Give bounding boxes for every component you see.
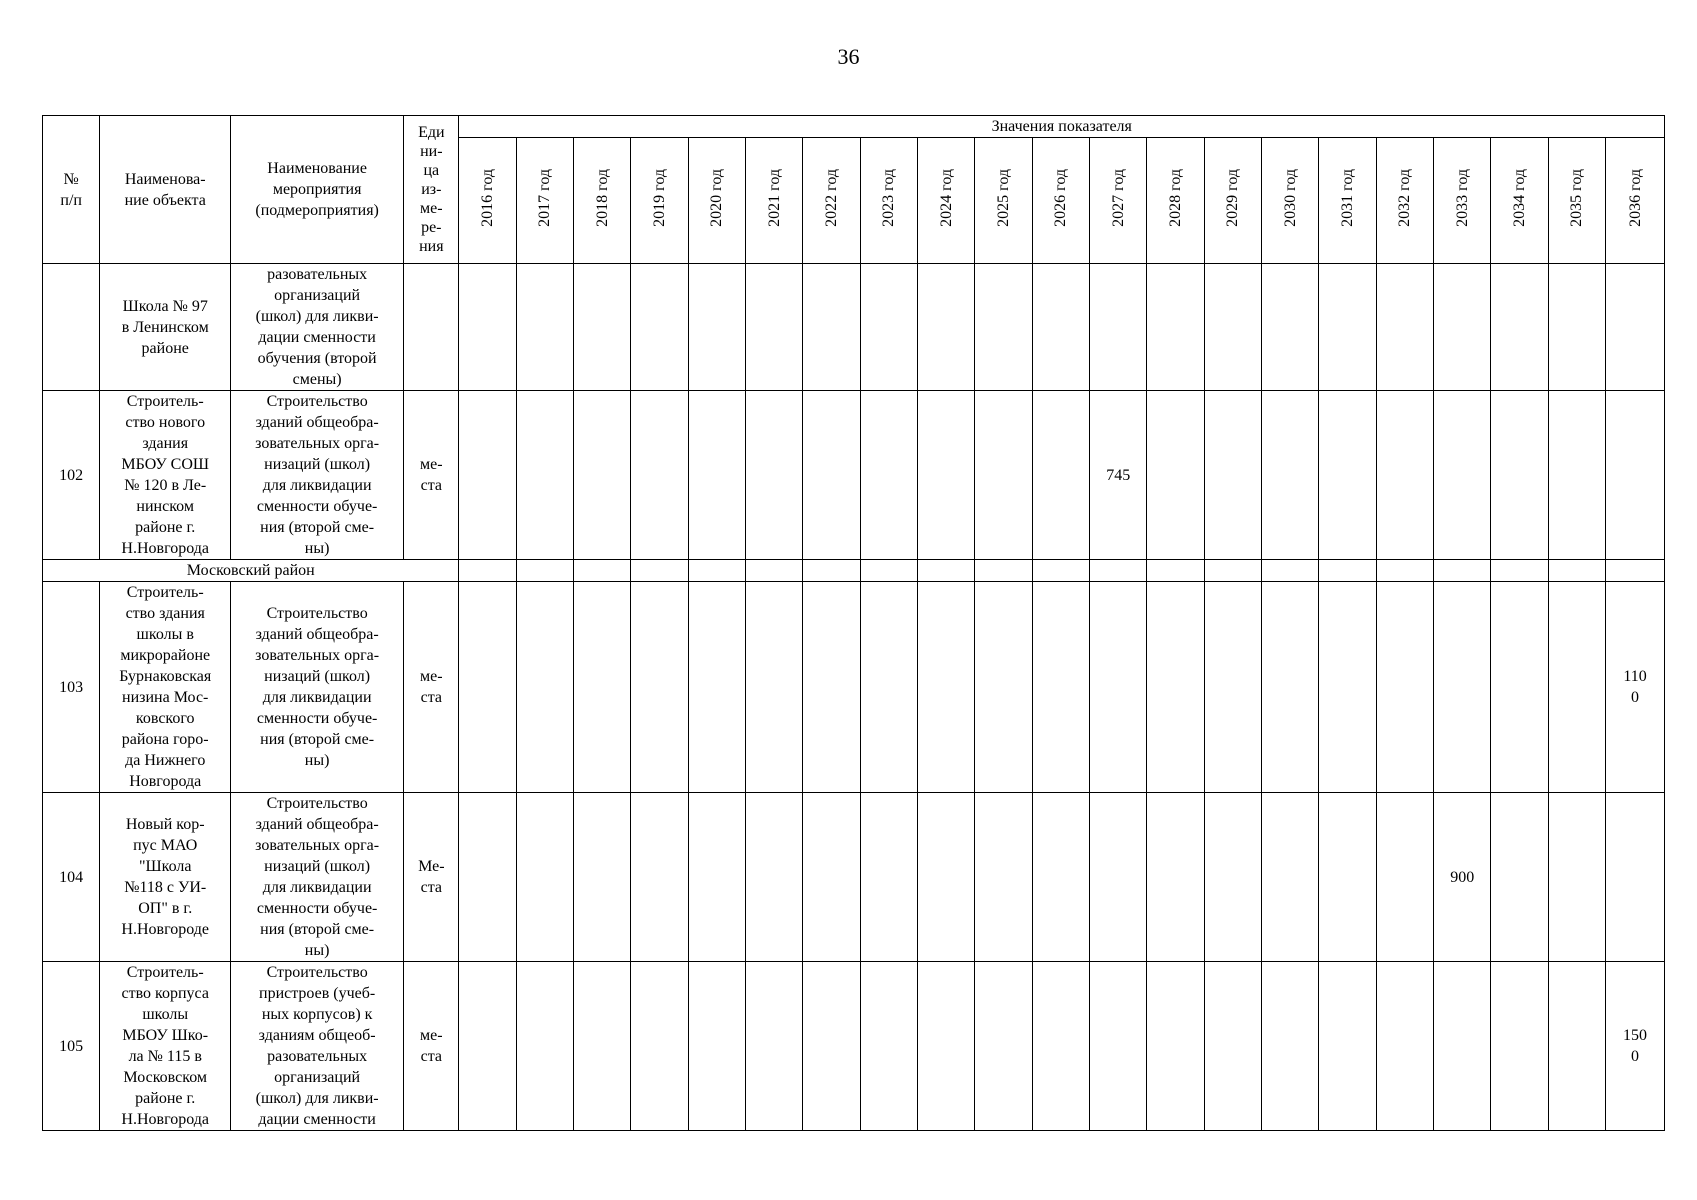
value-cell <box>975 264 1032 391</box>
value-cell <box>1434 560 1491 582</box>
year-label: 2026 год <box>1052 168 1070 227</box>
value-cell <box>688 582 745 793</box>
value-cell <box>918 962 975 1131</box>
measure-name: Строительство зданий общеобра- зовательных орга- низаций (школ) для ликвидации сменности обуче- ния (второй сме- ны) <box>231 582 404 793</box>
object-name: Новый кор- пус МАО "Школа №118 с УИ- ОП" в г. Н.Новгороде <box>100 793 231 962</box>
value-cell <box>1032 391 1089 560</box>
year-label: 2018 год <box>593 168 611 227</box>
value-cell <box>1147 962 1204 1131</box>
value-cell <box>860 391 917 560</box>
value-cell <box>1204 962 1261 1131</box>
value-cell <box>516 793 573 962</box>
value-cell <box>574 264 631 391</box>
value-cell <box>1548 582 1605 793</box>
value-cell <box>516 962 573 1131</box>
value-cell <box>1434 264 1491 391</box>
value-cell <box>1090 582 1147 793</box>
header-year <box>459 138 516 264</box>
header-object: Наименова- ние объекта <box>100 116 231 264</box>
value-cell <box>746 560 803 582</box>
value-cell <box>574 582 631 793</box>
value-cell <box>1204 391 1261 560</box>
value-cell <box>631 582 688 793</box>
year-label: 2034 год <box>1511 168 1529 227</box>
value-cell <box>1319 582 1376 793</box>
value-cell <box>1434 582 1491 793</box>
value-cell <box>1548 264 1605 391</box>
unit-cell <box>404 264 459 391</box>
value-cell <box>1147 582 1204 793</box>
value-cell <box>746 962 803 1131</box>
value-cell <box>1376 560 1433 582</box>
value-cell: 150 0 <box>1606 962 1665 1131</box>
header-year <box>1606 138 1665 264</box>
value-cell <box>1262 264 1319 391</box>
header-year <box>1434 138 1491 264</box>
value-cell <box>1032 264 1089 391</box>
year-label: 2027 год <box>1109 168 1127 227</box>
value-cell <box>1376 793 1433 962</box>
value-cell <box>1491 391 1548 560</box>
value-cell <box>516 560 573 582</box>
unit-cell: ме- ста <box>404 582 459 793</box>
year-label: 2021 год <box>765 168 783 227</box>
measure-name: Строительство зданий общеобра- зовательных орга- низаций (школ) для ликвидации сменности обуче- ния (второй сме- ны) <box>231 793 404 962</box>
header-year <box>975 138 1032 264</box>
header-measure: Наименование мероприятия (подмероприятия) <box>231 116 404 264</box>
value-cell <box>918 264 975 391</box>
header-year <box>1262 138 1319 264</box>
page-number: 36 <box>837 44 860 69</box>
year-label: 2030 год <box>1281 168 1299 227</box>
header-values-group: Значения показателя <box>459 116 1665 138</box>
table-row <box>43 962 1665 1131</box>
value-cell <box>631 962 688 1131</box>
value-cell <box>1319 962 1376 1131</box>
value-cell <box>918 391 975 560</box>
value-cell <box>1204 560 1261 582</box>
value-cell <box>459 560 516 582</box>
value-cell <box>918 793 975 962</box>
value-cell <box>631 560 688 582</box>
header-year <box>516 138 573 264</box>
value-cell <box>1090 264 1147 391</box>
value-cell <box>918 582 975 793</box>
value-cell <box>860 962 917 1131</box>
row-number: 105 <box>43 962 100 1131</box>
value-cell <box>1262 560 1319 582</box>
table-row <box>43 582 1665 793</box>
value-cell <box>688 391 745 560</box>
year-label: 2035 год <box>1568 168 1586 227</box>
header-year <box>803 138 860 264</box>
object-name: Строитель- ство здания школы в микрорайоне Бурнаковская низина Мос- ковского района горо- да Нижнего Новгорода <box>100 582 231 793</box>
year-label: 2024 год <box>937 168 955 227</box>
value-cell <box>574 391 631 560</box>
value-cell <box>688 264 745 391</box>
value-cell <box>1376 391 1433 560</box>
table-row <box>43 264 1665 391</box>
value-cell <box>1090 962 1147 1131</box>
header-year <box>1376 138 1433 264</box>
section-title: Московский район <box>43 560 459 582</box>
value-cell <box>1548 793 1605 962</box>
value-cell <box>459 962 516 1131</box>
object-name: Строитель- ство нового здания МБОУ СОШ № 120 в Ле- нинском районе г. Н.Новгорода <box>100 391 231 560</box>
value-cell <box>803 560 860 582</box>
value-cell <box>516 264 573 391</box>
row-number <box>43 264 100 391</box>
value-cell <box>1032 793 1089 962</box>
value-cell <box>746 793 803 962</box>
value-cell <box>1606 264 1665 391</box>
value-cell <box>459 391 516 560</box>
object-name: Строитель- ство корпуса школы МБОУ Шко- ла № 115 в Московском районе г. Н.Новгорода <box>100 962 231 1131</box>
value-cell <box>746 264 803 391</box>
value-cell <box>1434 391 1491 560</box>
value-cell <box>975 793 1032 962</box>
value-cell <box>631 391 688 560</box>
value-cell <box>803 264 860 391</box>
value-cell <box>1606 391 1665 560</box>
measure-name: разовательных организаций (школ) для ликви- дации сменности обучения (второй смены) <box>231 264 404 391</box>
value-cell <box>975 391 1032 560</box>
value-cell <box>803 582 860 793</box>
value-cell <box>1204 793 1261 962</box>
value-cell <box>918 560 975 582</box>
header-year <box>1319 138 1376 264</box>
row-number: 104 <box>43 793 100 962</box>
value-cell <box>1548 391 1605 560</box>
header-year <box>688 138 745 264</box>
value-cell <box>975 962 1032 1131</box>
value-cell <box>1262 962 1319 1131</box>
header-year <box>574 138 631 264</box>
value-cell <box>459 793 516 962</box>
value-cell <box>803 962 860 1131</box>
unit-cell: ме- ста <box>404 391 459 560</box>
value-cell <box>975 582 1032 793</box>
year-label: 2033 год <box>1453 168 1471 227</box>
value-cell <box>1548 560 1605 582</box>
value-cell <box>516 582 573 793</box>
value-cell <box>1262 793 1319 962</box>
value-cell <box>688 793 745 962</box>
value-cell <box>1491 560 1548 582</box>
value-cell <box>1090 560 1147 582</box>
header-year <box>1491 138 1548 264</box>
value-cell <box>574 793 631 962</box>
year-label: 2031 год <box>1339 168 1357 227</box>
value-cell <box>1204 582 1261 793</box>
header-year <box>1147 138 1204 264</box>
value-cell <box>860 560 917 582</box>
year-label: 2023 год <box>880 168 898 227</box>
value-cell <box>631 264 688 391</box>
value-cell <box>1376 962 1433 1131</box>
header-year <box>1548 138 1605 264</box>
value-cell <box>803 391 860 560</box>
value-cell <box>1147 560 1204 582</box>
row-number: 102 <box>43 391 100 560</box>
value-cell <box>1032 560 1089 582</box>
value-cell <box>860 264 917 391</box>
unit-cell: Ме- ста <box>404 793 459 962</box>
value-cell <box>1606 793 1665 962</box>
measure-name: Строительство зданий общеобра- зовательных орга- низаций (школ) для ликвидации сменности обуче- ния (второй сме- ны) <box>231 391 404 560</box>
value-cell: 745 <box>1090 391 1147 560</box>
value-cell <box>1147 264 1204 391</box>
unit-cell: ме- ста <box>404 962 459 1131</box>
value-cell <box>1491 582 1548 793</box>
indicator-table <box>42 115 1665 1131</box>
value-cell <box>975 560 1032 582</box>
year-label: 2022 год <box>823 168 841 227</box>
row-number: 103 <box>43 582 100 793</box>
object-name: Школа № 97 в Ленинском районе <box>100 264 231 391</box>
value-cell <box>1376 264 1433 391</box>
value-cell: 110 0 <box>1606 582 1665 793</box>
header-year <box>631 138 688 264</box>
year-label: 2017 год <box>536 168 554 227</box>
value-cell <box>1032 582 1089 793</box>
value-cell <box>688 962 745 1131</box>
value-cell <box>516 391 573 560</box>
value-cell <box>631 793 688 962</box>
value-cell <box>860 793 917 962</box>
value-cell <box>1147 793 1204 962</box>
value-cell <box>459 582 516 793</box>
value-cell <box>860 582 917 793</box>
year-label: 2028 год <box>1167 168 1185 227</box>
header-year <box>746 138 803 264</box>
value-cell <box>1147 391 1204 560</box>
value-cell <box>1491 793 1548 962</box>
header-year <box>1032 138 1089 264</box>
year-label: 2029 год <box>1224 168 1242 227</box>
header-year <box>860 138 917 264</box>
value-cell <box>803 793 860 962</box>
table-body <box>43 264 1665 1131</box>
value-cell <box>1319 264 1376 391</box>
year-label: 2016 год <box>479 168 497 227</box>
value-cell <box>746 391 803 560</box>
value-cell <box>746 582 803 793</box>
value-cell <box>1434 962 1491 1131</box>
value-cell <box>1090 793 1147 962</box>
year-label: 2019 год <box>651 168 669 227</box>
value-cell: 900 <box>1434 793 1491 962</box>
value-cell <box>1262 391 1319 560</box>
year-label: 2036 год <box>1626 168 1644 227</box>
header-year <box>1204 138 1261 264</box>
year-label: 2025 год <box>995 168 1013 227</box>
value-cell <box>459 264 516 391</box>
value-cell <box>574 962 631 1131</box>
value-cell <box>1376 582 1433 793</box>
header-no: № п/п <box>43 116 100 264</box>
value-cell <box>688 560 745 582</box>
table-row <box>43 793 1665 962</box>
value-cell <box>1204 264 1261 391</box>
value-cell <box>1319 560 1376 582</box>
value-cell <box>1491 264 1548 391</box>
header-year <box>918 138 975 264</box>
year-label: 2032 год <box>1396 168 1414 227</box>
value-cell <box>1491 962 1548 1131</box>
value-cell <box>1606 560 1665 582</box>
measure-name: Строительство пристроев (учеб- ных корпусов) к зданиям общеоб- разовательных организаций (школ) для ликви- дации сменности <box>231 962 404 1131</box>
header-year <box>1090 138 1147 264</box>
table-row <box>43 391 1665 560</box>
header-unit: Еди ни- ца из- ме- ре- ния <box>404 116 459 264</box>
value-cell <box>1319 793 1376 962</box>
section-row <box>43 560 1665 582</box>
value-cell <box>1319 391 1376 560</box>
value-cell <box>1032 962 1089 1131</box>
year-label: 2020 год <box>708 168 726 227</box>
value-cell <box>574 560 631 582</box>
value-cell <box>1262 582 1319 793</box>
value-cell <box>1548 962 1605 1131</box>
